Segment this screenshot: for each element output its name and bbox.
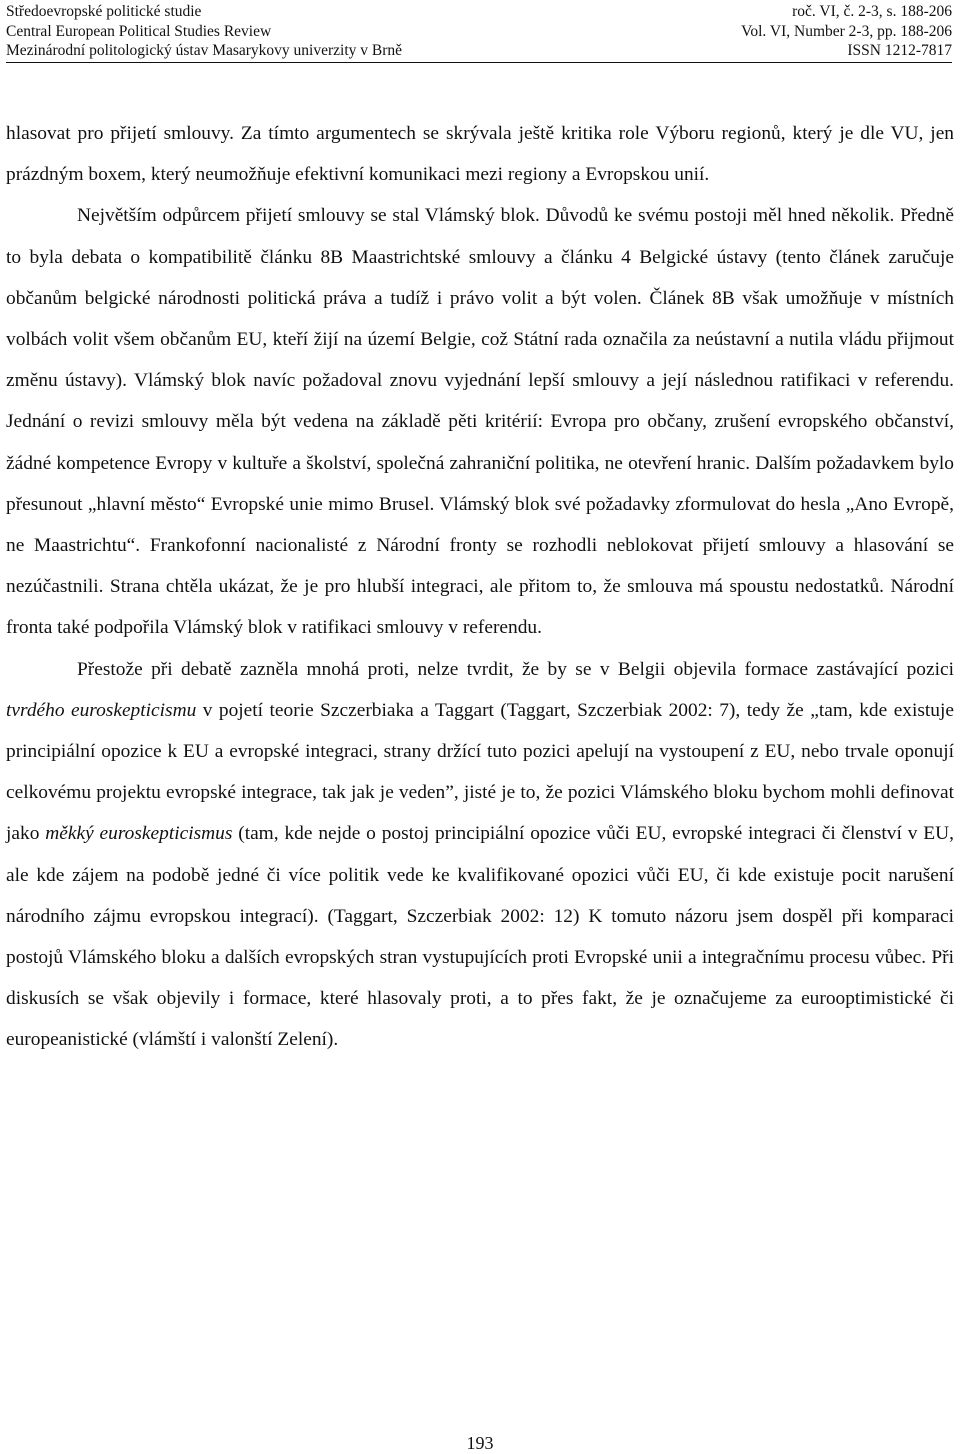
- article-body: [6, 113, 954, 1061]
- header-row-3: [6, 41, 952, 61]
- journal-title-cz: Středoevropské politické studie: [6, 3, 202, 20]
- term-soft-euroscepticism: měkký euroskepticismus: [45, 823, 233, 845]
- paragraph-3-part-a: Přestože při debatě zazněla mnohá proti, nelze tvrdit, že by se v Belgii objevila formace zastávající pozici: [77, 658, 954, 680]
- header-row-2: [6, 22, 952, 42]
- journal-title-en: Central European Political Studies Review: [6, 22, 272, 40]
- volume-info-cz: roč. VI, č. 2-3, s. 188-206: [792, 3, 952, 20]
- paragraph-1: hlasovat pro přijetí smlouvy. Za tímto argumentech se skrývala ještě kritika role Výboru regionů, který je dle VU, jen prázdným boxem, který neumožňuje efektivní komunikaci mezi regiony a Evropskou unií.: [6, 123, 954, 186]
- page-number: 193: [466, 1433, 494, 1453]
- term-hard-euroscepticism: tvrdého euroskepticismu: [6, 699, 197, 721]
- paragraph-2: Největším odpůrcem přijetí smlouvy se stal Vlámský blok. Důvodů ke svému postoji měl hned několik. Předně to byla debata o kompatibilitě článku 8B Maastrichtské smlouvy a článku 4 Belgické ústavy (tento článek zaručuje občanům belgické národnosti politická práva a tudíž i právo volit a být volen. Článek 8B však umožňuje v místních volbách volit všem občanům EU, kteří žijí na území Belgie, což Státní rada označila za neústavní a nutila vládu přijmout změnu ústavy). Vlámský blok navíc požadoval znovu vyjednání lepší smlouvy a její následnou ratifikaci v referendu. Jednání o revizi smlouvy měla být vedena na základě pěti kritérií: Evropa pro občany, zrušení evropského občanství, žádné kompetence Evropy v kultuře a školství, společná zahraniční politika, ne otevření hranic. Dalším požadavkem bylo přesunout „hlavní město“ Evropské unie mimo Brusel. Vlámský blok své požadavky zformulovat do hesla „Ano Evropě, ne Maastrichtu“. Frankofonní nacionalisté z Národní fronty se rozhodli neblokovat přijetí smlouvy a hlasování se nezúčastnili. Strana chtěla ukázat, že je pro hlubší integraci, ale přitom to, že smlouva má spoustu nedostatků. Národní fronta také podpořila Vlámský blok v ratifikaci smlouvy v referendu.: [6, 205, 954, 639]
- header-row-1: [6, 2, 952, 22]
- header-rule: [6, 62, 952, 63]
- publisher: Mezinárodní politologický ústav Masarykovy univerzity v Brně: [6, 42, 403, 59]
- paragraph-3: [6, 649, 954, 1061]
- volume-info-en: Vol. VI, Number 2-3, pp. 188-206: [741, 22, 952, 40]
- running-header: [6, 2, 952, 61]
- issn: ISSN 1212-7817: [847, 42, 952, 59]
- paragraph-3-part-b: v pojetí teorie Szczerbiaka a Taggart (Taggart, Szczerbiak 2002: 7), tedy že „tam, kde existuje principiální opozice k EU a evropské integraci, strany držící tuto pozici apelují na vystoupení z EU, nebo trvale oponují celkovému projektu evropské integrace, tak jak je veden”, jisté je to, že pozici Vlámského bloku bychom mohli definovat jako: [6, 699, 955, 845]
- paragraph-3-part-c: (tam, kde nejde o postoj principiální opozice vůči EU, evropské integraci či členství v EU, ale kde zájem na podobě jedné či více politik vede ke kvalifikované opozici vůči EU, či kde existuje pocit narušení národního zájmu evropskou integrací). (Taggart, Szczerbiak 2002: 12) K tomuto názoru jsem dospěl při komparaci postojů Vlámského bloku a dalších evropských stran vystupujících proti Evropské unii a integračnímu procesu vůbec. Při diskusích se však objevily i formace, které hlasovaly proti, a to přes fakt, že je označujeme za eurooptimistické či europeanistické (vlámští i valonští Zelení).: [6, 823, 954, 1051]
